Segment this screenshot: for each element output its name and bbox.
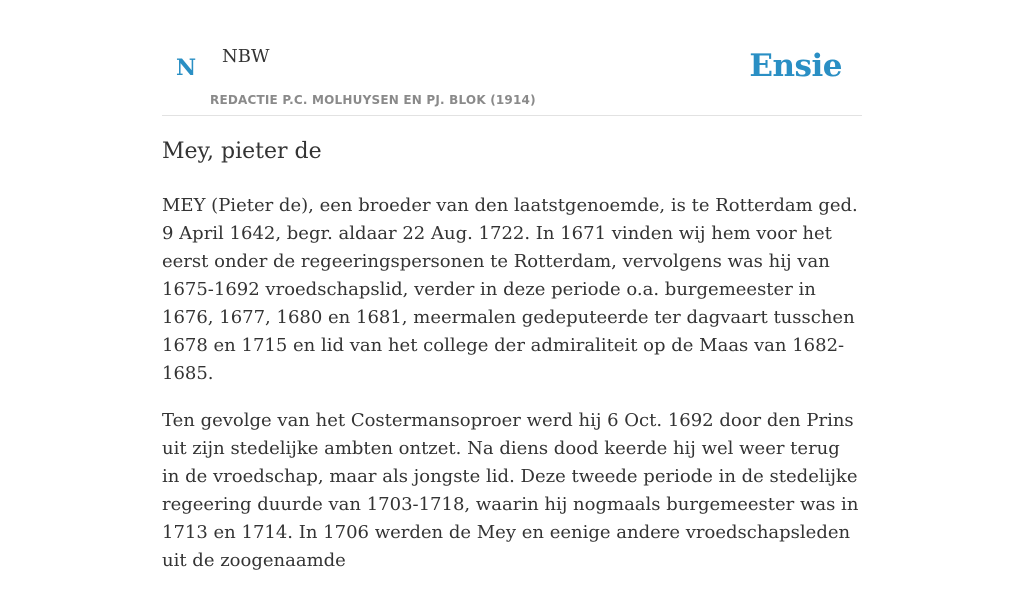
source-subtitle: REDACTIE P.C. MOLHUYSEN EN PJ. BLOK (1914) bbox=[210, 93, 536, 107]
article-paragraph: MEY (Pieter de), een broeder van den laatstgenoemde, is te Rotterdam ged. 9 April 1642, begr. aldaar 22 Aug. 1722. In 1671 vinden wij hem voor het eerst onder de regeeringspersonen te Rotterdam, vervolgens was hij van 1675-1692 vroedschapslid, verder in deze periode o.a. burgemeester in 1676, 1677, 1680 en 1681, meermalen gedeputeerde ter dagvaart tusschen 1678 en 1715 en lid van het college der admiraliteit op de Maas van 1682-1685. bbox=[162, 195, 858, 384]
source-logo[interactable]: N bbox=[176, 55, 197, 81]
brand-logo[interactable]: Ensie bbox=[749, 48, 842, 84]
source-name: NBW bbox=[222, 46, 270, 67]
site-header bbox=[162, 0, 862, 116]
article-paragraph: Ten gevolge van het Costermansoproer werd hij 6 Oct. 1692 door den Prins uit zijn stedelijke ambten ontzet. Na diens dood keerde hij wel weer terug in de vroedschap, maar als jongste lid. Deze tweede periode in de stedelijke regeering duurde van 1703-1718, waarin hij nogmaals burgemeester was in 1713 en 1714. In 1706 werden de Mey en eenige andere vroedschapsleden uit de zoogenaamde bbox=[162, 410, 859, 571]
page-title: Mey, pieter de bbox=[162, 139, 322, 164]
article-body bbox=[162, 192, 862, 594]
